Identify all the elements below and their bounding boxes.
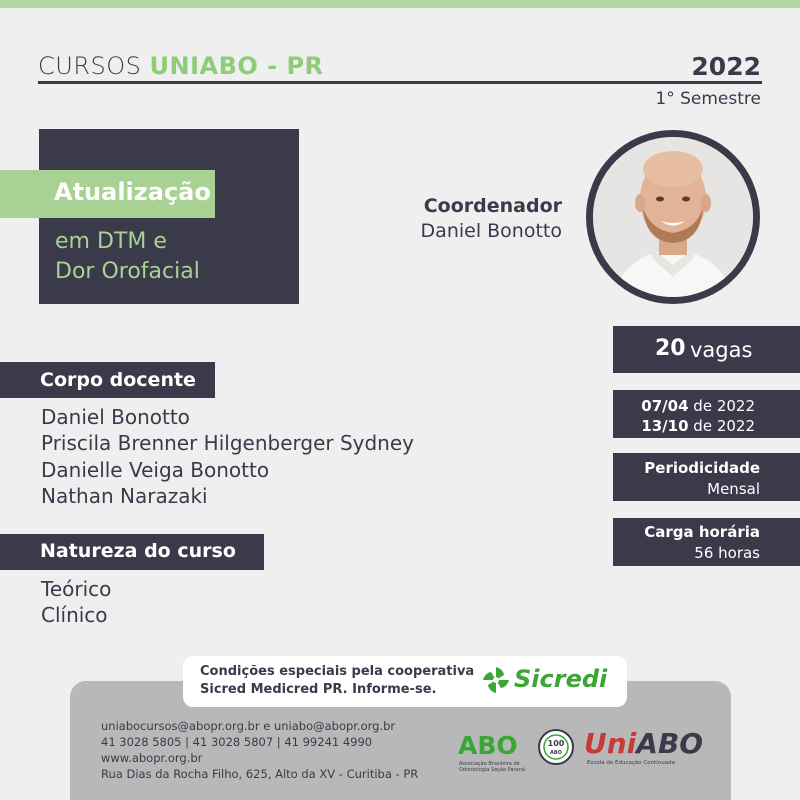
start-date-year: de 2022 [688,397,755,415]
coordinator-name: Daniel Bonotto [420,220,562,242]
faculty-member: Priscila Brenner Hilgenberger Sydney [41,431,414,455]
abo-logo-subtitle: Associação Brasileira de Odontologia Seção Paraná [459,761,525,773]
svg-text:100: 100 [547,739,565,748]
periodicity-value: Mensal [707,480,760,498]
coordinator-avatar [586,130,760,304]
course-subtitle-line2: Dor Orofacial [55,259,200,284]
start-date [641,397,755,415]
header-semester: 1° Semestre [655,89,761,109]
course-title: Atualização [54,178,211,206]
course-subtitle-line1: em DTM e [55,229,167,254]
start-date-day: 07/04 [641,397,689,415]
header-divider [38,81,762,84]
workload-value: 56 horas [694,544,760,562]
vagas-label: vagas [690,338,753,362]
end-date-day: 13/10 [641,417,689,435]
uniabo-logo-uni: Uni [584,727,637,760]
abo-logo: ABO [458,731,518,760]
sicredi-logo-text: Sicredi [514,665,608,693]
periodicity-label: Periodicidade [644,459,760,477]
contact-phones: 41 3028 5805 | 41 3028 5807 | 41 99241 4990 [101,735,373,749]
avatar-photo [593,137,753,297]
sicredi-pinwheel-icon [481,665,511,695]
abo-100-years-seal-icon [538,729,574,765]
contact-website: www.abopr.org.br [101,751,203,765]
faculty-member: Nathan Narazaki [41,484,208,508]
sicredi-text-line2: Sicred Medicred PR. Informe-se. [200,682,437,697]
end-date-year: de 2022 [688,417,755,435]
person-portrait-icon [593,137,753,297]
uniabo-logo-subtitle: Escola de Educação Continuada [587,760,675,766]
top-accent-bar [0,0,800,8]
faculty-member: Danielle Veiga Bonotto [41,458,270,482]
nature-section-title: Natureza do curso [40,540,236,562]
header-brand: UNIABO - PR [149,52,324,80]
uniabo-logo-abo: ABO [636,727,704,760]
svg-text:ABO: ABO [550,750,562,756]
vagas-number: 20 [655,336,686,361]
coordinator-label: Coordenador [423,195,562,217]
sicredi-text-line1: Condições especiais pela cooperativa [200,664,475,679]
nature-item: Clínico [41,603,108,627]
header-year: 2022 [691,52,761,81]
header-title [38,52,324,80]
faculty-member: Daniel Bonotto [41,405,190,429]
uniabo-logo [584,727,703,760]
nature-item: Teórico [41,577,112,601]
end-date [641,417,755,435]
workload-label: Carga horária [644,523,760,541]
header-prefix: CURSOS [38,52,142,80]
contact-emails: uniabocursos@abopr.org.br e uniabo@abopr.org.br [101,719,396,733]
faculty-section-title: Corpo docente [40,369,196,391]
contact-address: Rua Dias da Rocha Filho, 625, Alto da XV - Curitiba - PR [101,767,419,781]
